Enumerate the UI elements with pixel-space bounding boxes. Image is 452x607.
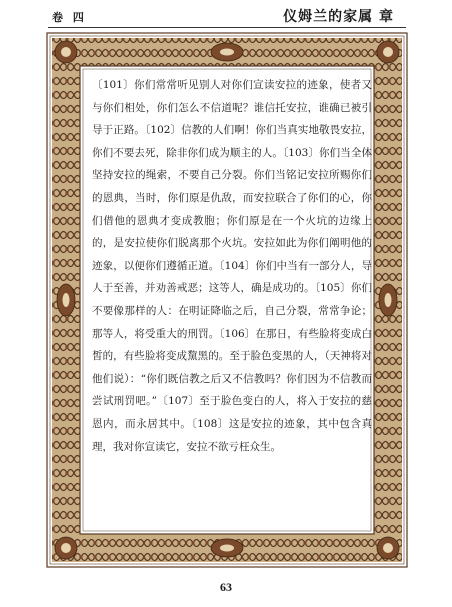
- header-rule: [48, 27, 406, 28]
- page-body: [92, 74, 372, 458]
- page-header: [0, 0, 452, 30]
- volume-label: 卷 四: [52, 11, 87, 24]
- body-text: 〔101〕你们常常听见别人对你们宣读安拉的迹象，使者又与你们相处，你们怎么不信道呢？谁信托安拉，谁确已被引导于正路。〔102〕信教的人们啊！你们当真实地敬畏安拉，你们不要去死，除非你们成为顺主的人。〔103〕你们当全体坚持安拉的绳索，不要自己分裂。你们当铭记安拉所赐你们的恩典，当时，你们原是仇敌，而安拉联合了你们的心，你们借他的恩典才变成教胞；你们原是在一个火坑的边缘上的，是安拉使你们脱离那个火坑。安拉如此为你们阐明他的迹象，以便你们遵循正道。〔104〕你们中当有一部分人，导人于至善，并劝善戒恶；这等人，确是成功的。〔105〕你们不要像那样的人：在明证降临之后，自己分裂，常常争论；那等人，将受重大的刑罚。〔106〕在那日，有些脸将变成白皙的，有些脸将变成黧黑的。至于脸色变黑的人，（天神将对他们说）：“你们既信教之后又不信教吗？你们因为不信教而尝试刑罚吧。”〔107〕至于脸色变白的人，将入于安拉的慈恩内，而永居其中。〔108〕这是安拉的迹象，其中包含真理，我对你宣读它，安拉不欲亏枉众生。: [92, 79, 372, 453]
- chapter-title: 仪姆兰的家属 章: [283, 9, 394, 25]
- page-number: 63: [220, 580, 232, 594]
